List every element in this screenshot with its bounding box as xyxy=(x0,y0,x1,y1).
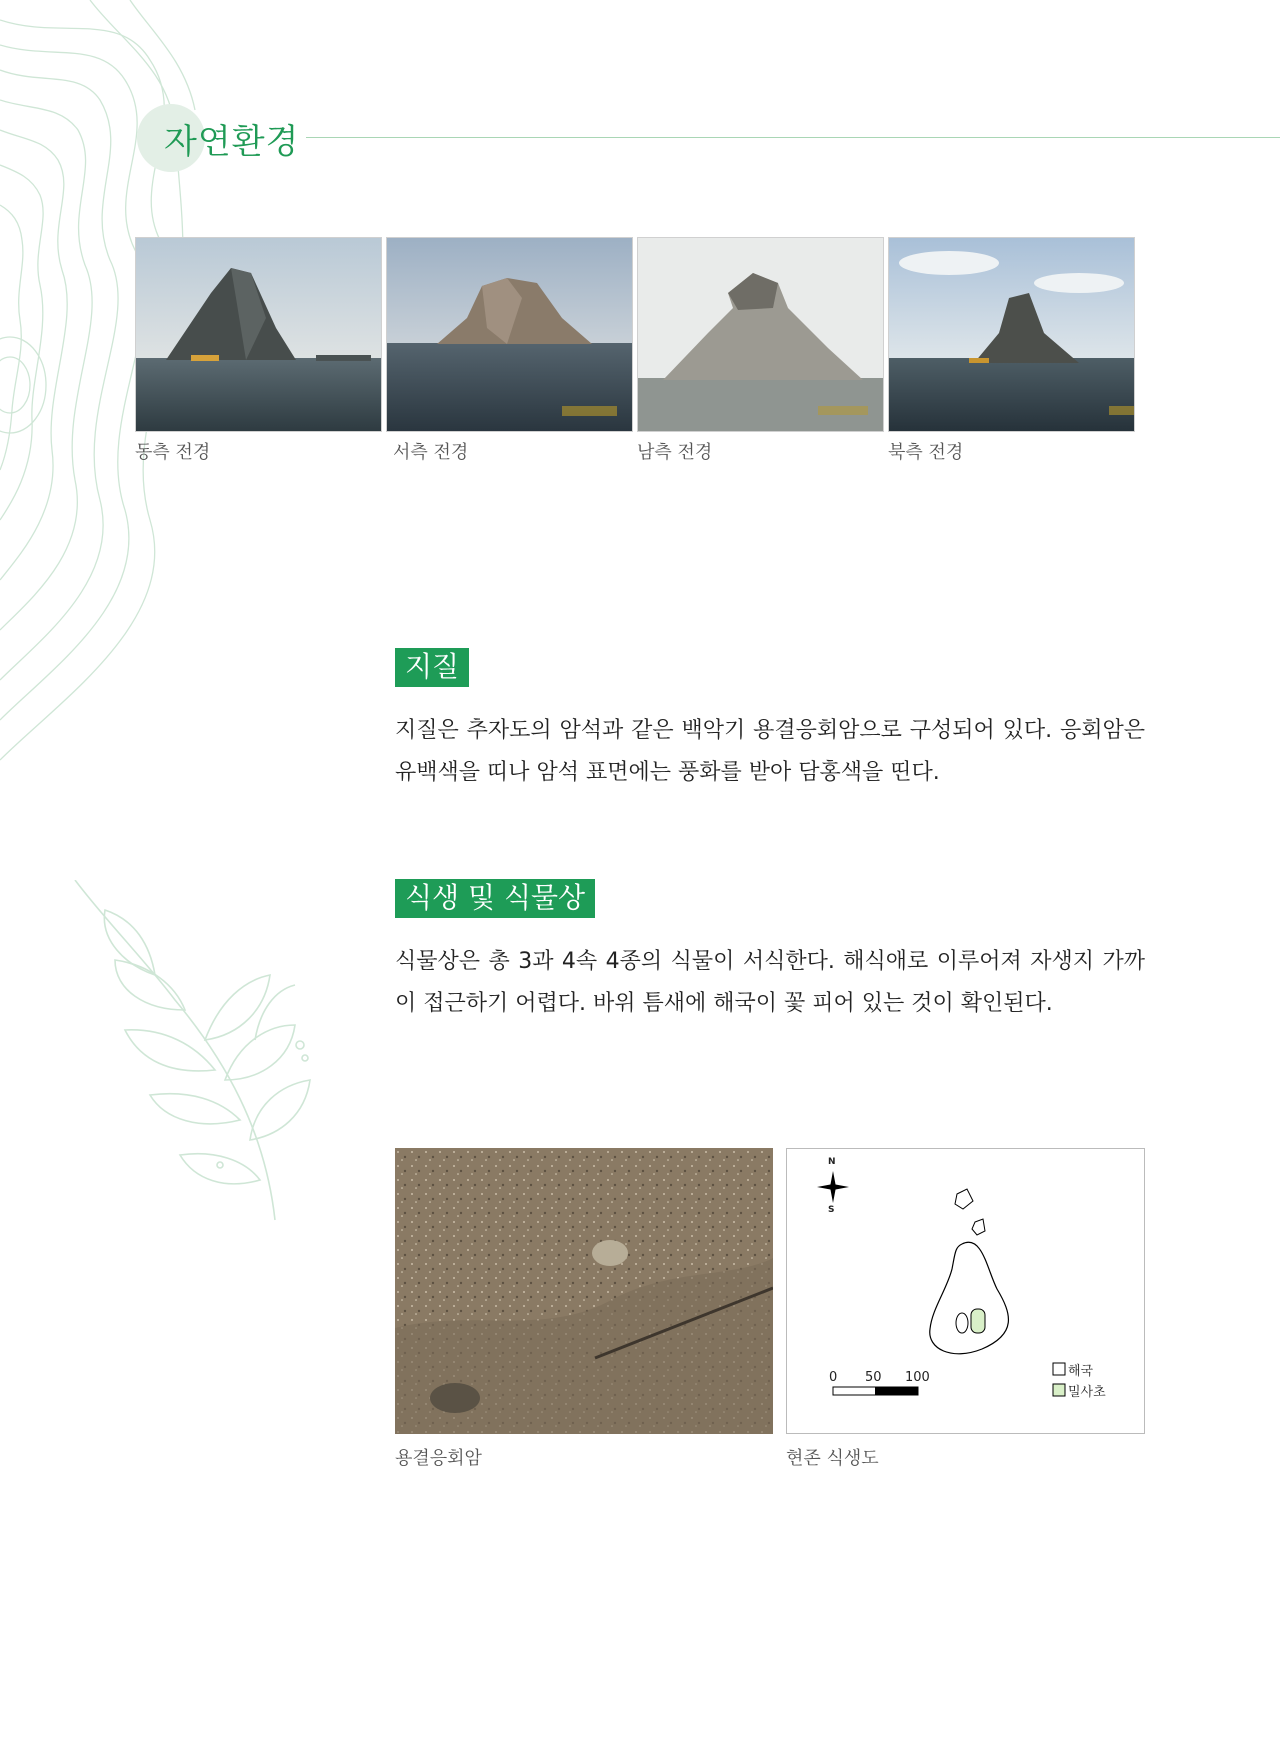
photo-north-view xyxy=(888,237,1135,432)
leaf-branch-decoration xyxy=(55,880,325,1230)
page-title: 자연환경 xyxy=(164,122,300,162)
map-scale-50: 50 xyxy=(865,1370,882,1385)
map-scale-0: 0 xyxy=(829,1370,838,1385)
photo-welded-tuff xyxy=(395,1148,773,1434)
map-legend-label-0: 해국 xyxy=(1068,1364,1094,1379)
north-arrow-icon xyxy=(817,1171,849,1203)
map-north-label: N xyxy=(828,1157,836,1167)
section-heading-vegetation: 식생 및 식물상 xyxy=(395,879,595,918)
figure-caption-rock: 용결응회암 xyxy=(395,1448,482,1469)
map-legend-label-1: 밀사초 xyxy=(1068,1385,1106,1400)
photo-west-view xyxy=(386,237,633,432)
vegetation-map xyxy=(786,1148,1145,1434)
geology-paragraph: 지질은 추자도의 암석과 같은 백악기 용결응회암으로 구성되어 있다. 응회암은 유백색을 띠나 암석 표면에는 풍화를 받아 담홍색을 띤다. xyxy=(395,718,1145,785)
figure-caption-map: 현존 식생도 xyxy=(786,1448,879,1469)
map-scale-100: 100 xyxy=(905,1370,930,1385)
photo-caption-north: 북측 전경 xyxy=(888,442,964,463)
photo-south-view xyxy=(637,237,884,432)
photo-caption-west: 서측 전경 xyxy=(393,442,469,463)
photo-east-view xyxy=(135,237,382,432)
photo-caption-south: 남측 전경 xyxy=(637,442,713,463)
map-south-label: S xyxy=(828,1205,835,1215)
header-rule xyxy=(306,137,1280,138)
photo-caption-east: 동측 전경 xyxy=(135,442,211,463)
vegetation-paragraph: 식물상은 총 3과 4속 4종의 식물이 서식한다. 해식애로 이루어져 자생지 가까이 접근하기 어렵다. 바위 틈새에 해국이 꽃 피어 있는 것이 확인된다. xyxy=(395,949,1145,1016)
section-heading-geology: 지질 xyxy=(395,648,469,687)
